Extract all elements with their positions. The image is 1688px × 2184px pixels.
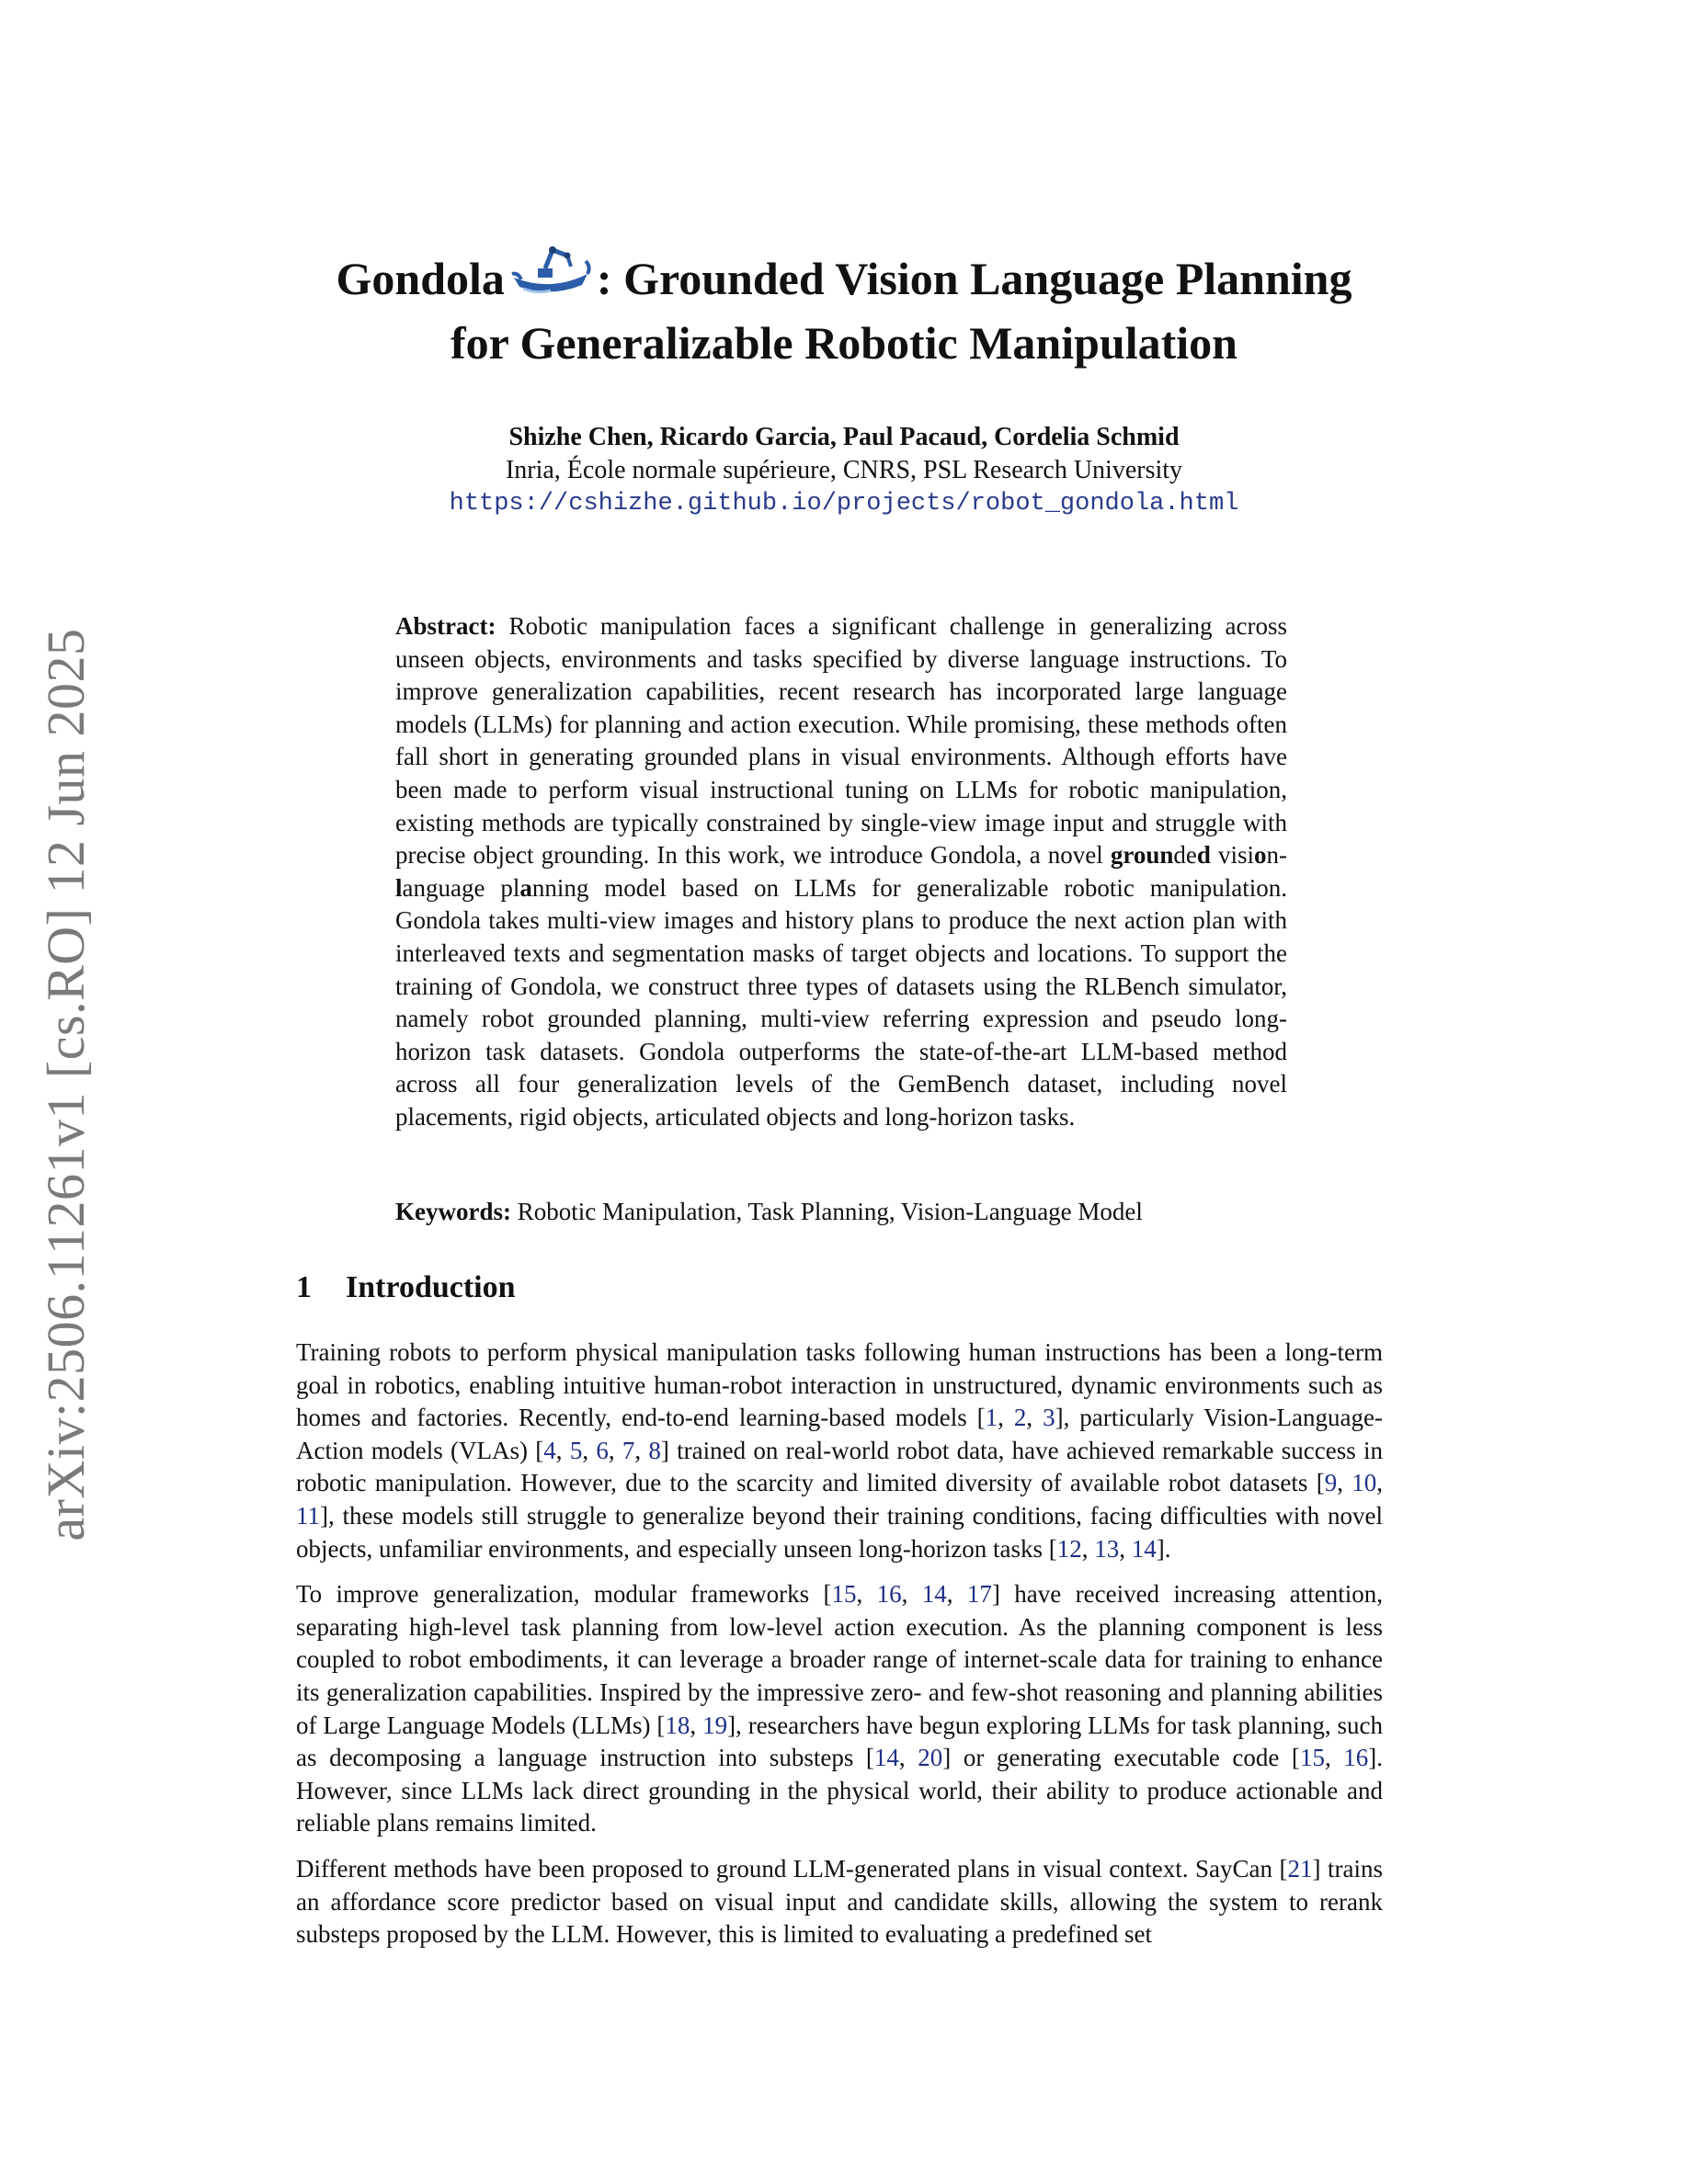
gondola-robot-icon [510, 241, 591, 314]
section-number: 1 [296, 1270, 312, 1304]
title-rest: : Grounded Vision Language Planning [596, 253, 1352, 304]
abstract [395, 610, 1287, 1134]
keywords [395, 1195, 1287, 1228]
section-title: Introduction [346, 1270, 516, 1304]
title-prefix: Gondola [336, 253, 505, 304]
keywords-label: Keywords: [395, 1198, 511, 1225]
abstract-gondola-acronym: grounded vision-language planning model based on LLMs for generalizable robotic manipulation [395, 841, 1287, 902]
paper-title [0, 241, 1688, 371]
intro-paragraph-1: Training robots to perform physical manipulation tasks following human instructions has been a long-term goal in robotics, enabling intuitive human-robot interaction in unstructured, dynamic environments such as homes and factories. Recently, end-to-end learning-based models [1, 2, 3], particularly Vision-Language-Action models (VLAs) [4, 5, 6, 7, 8] trained on real-world robot data, have achieved remarkable success in robotic manipulation. However, due to the scarcity and limited diversity of available robot datasets [9, 10, 11], these models still struggle to generalize beyond their training conditions, facing difficulties with novel objects, unfamiliar environments, and especially unseen long-horizon tasks [12, 13, 14]. [296, 1338, 1384, 1563]
author-block [0, 421, 1688, 520]
project-url-link[interactable]: https://cshizhe.github.io/projects/robot_gondola.html [449, 490, 1239, 518]
introduction-body [296, 1337, 1383, 1964]
intro-paragraph-2: To improve generalization, modular frameworks [15, 16, 14, 17] have received increasing attention, separating high-level task planning from low-level action execution. As the planning component is less coupled to robot embodiments, it can leverage a broader range of internet-scale data for training to enhance its generalization capabilities. Inspired by the impressive zero- and few-shot reasoning and planning abilities of Large Language Models (LLMs) [18, 19], researchers have begun exploring LLMs for task planning, such as decomposing a language instruction into substeps [14, 20] or generating executable code [15, 16]. However, since LLMs lack direct grounding in the physical world, their ability to produce actionable and reliable plans remains limited. [296, 1580, 1384, 1837]
abstract-label: Abstract: [395, 612, 496, 640]
author-affiliation: Inria, École normale supérieure, CNRS, PSL Research University [505, 456, 1183, 484]
keywords-text: Robotic Manipulation, Task Planning, Vision-Language Model [517, 1198, 1143, 1225]
author-names: Shizhe Chen, Ricardo Garcia, Paul Pacaud, Cordelia Schmid [508, 423, 1180, 451]
arxiv-identifier: arXiv:2506.11261v1 [cs.RO] 12 Jun 2025 [36, 628, 96, 1541]
abstract-text-2: . Gondola takes multi-view images and history plans to produce the next action plan with interleaved texts and segmentation masks of target objects and locations. To support the training of Gondola, we construct three types of datasets using the RLBench simulator, namely robot grounded planning, multi-view referring expression and pseudo long-horizon task datasets. Gondola outperforms the state-of-the-art LLM-based method across all four generalization levels of the GemBench dataset, including novel placements, rigid objects, articulated objects and long-horizon tasks. [395, 873, 1287, 1131]
intro-paragraph-3: Different methods have been proposed to ground LLM-generated plans in visual context. SayCan [21] trains an affordance score predictor based on visual input and candidate skills, allowing the system to rerank substeps proposed by the LLM. However, this is limited to evaluating a predefined set [296, 1854, 1383, 1949]
title-line-2: for Generalizable Robotic Manipulation [451, 317, 1237, 369]
section-heading-introduction [296, 1270, 516, 1305]
title-line-1 [0, 241, 1688, 314]
abstract-text-1: Robotic manipulation faces a significant challenge in generalizing across unseen objects, environments and tasks specified by diverse language instructions. To improve generalization capabilities, recent research has incorporated large language models (LLMs) for planning and action execution. While promising, these methods often fall short in generating grounded plans in visual environments. Although efforts have been made to perform visual instructional tuning on LLMs for robotic manipulation, existing methods are typically constrained by single-view image input and struggle with precise object grounding. In this work, we introduce Gondola, a novel [395, 612, 1287, 870]
